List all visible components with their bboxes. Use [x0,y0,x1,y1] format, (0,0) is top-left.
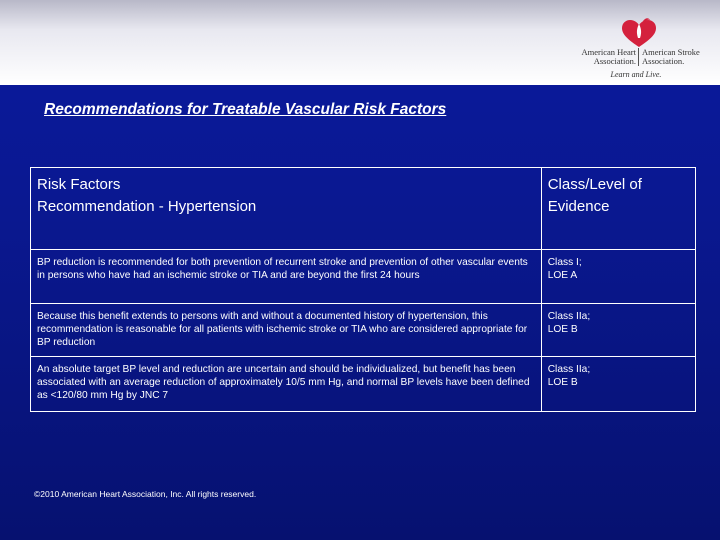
header-class-level [541,168,695,250]
header-band [0,0,720,85]
table-row [31,250,696,304]
logo-divider [638,48,639,66]
header-risk-factors [31,168,542,250]
recommendation-cell: BP reduction is recommended for both prevention of recurrent stroke and prevention of other vascular events in persons who have had an ischemic stroke or TIA and are beyond the first 24 hours [31,250,542,304]
aha-asa-logo [566,18,714,88]
asa-wordmark-line1: American Stroke [642,47,700,57]
class-label: Class IIa; [547,311,591,322]
header-right-line1: Class/Level of [547,176,642,193]
loe-label: LOE B [547,324,578,335]
aha-wordmark [566,48,636,66]
recommendation-cell: An absolute target BP level and reduction are uncertain and should be individualized, but benefit has been associated with an average reduction of approximately 10/5 mm Hg, and normal BP levels have been defined as <120/80 mm Hg by JNC 7 [31,357,542,412]
heart-torch-icon [619,18,659,48]
recommendation-cell: Because this benefit extends to persons with and without a documented history of hypertension, this recommendation is reasonable for all patients with ischemic stroke or TIA who are considered appropriate for BP reduction [31,304,542,357]
loe-label: LOE A [547,270,578,281]
logo-tagline: Learn and Live. [610,70,662,79]
table-header-row [31,168,696,250]
aha-wordmark-line1: American Heart [581,47,636,57]
loe-label: LOE B [547,377,578,388]
class-label: Class IIa; [547,364,591,375]
header-right-line2: Evidence [547,198,610,215]
class-cell [541,357,695,412]
table-row [31,357,696,412]
recommendations-table [30,167,696,412]
class-label: Class I; [547,257,582,268]
copyright-notice: ©2010 American Heart Association, Inc. All rights reserved. [34,489,257,499]
aha-wordmark-line2: Association. [593,56,636,66]
class-cell [541,250,695,304]
class-cell [541,304,695,357]
asa-wordmark [642,48,712,66]
header-left-line1: Risk Factors [37,176,121,193]
asa-wordmark-line2: Association. [642,56,685,66]
header-left-line2: Recommendation - Hypertension [37,198,257,215]
table-row [31,304,696,357]
slide-title: Recommendations for Treatable Vascular Risk Factors [44,101,447,118]
